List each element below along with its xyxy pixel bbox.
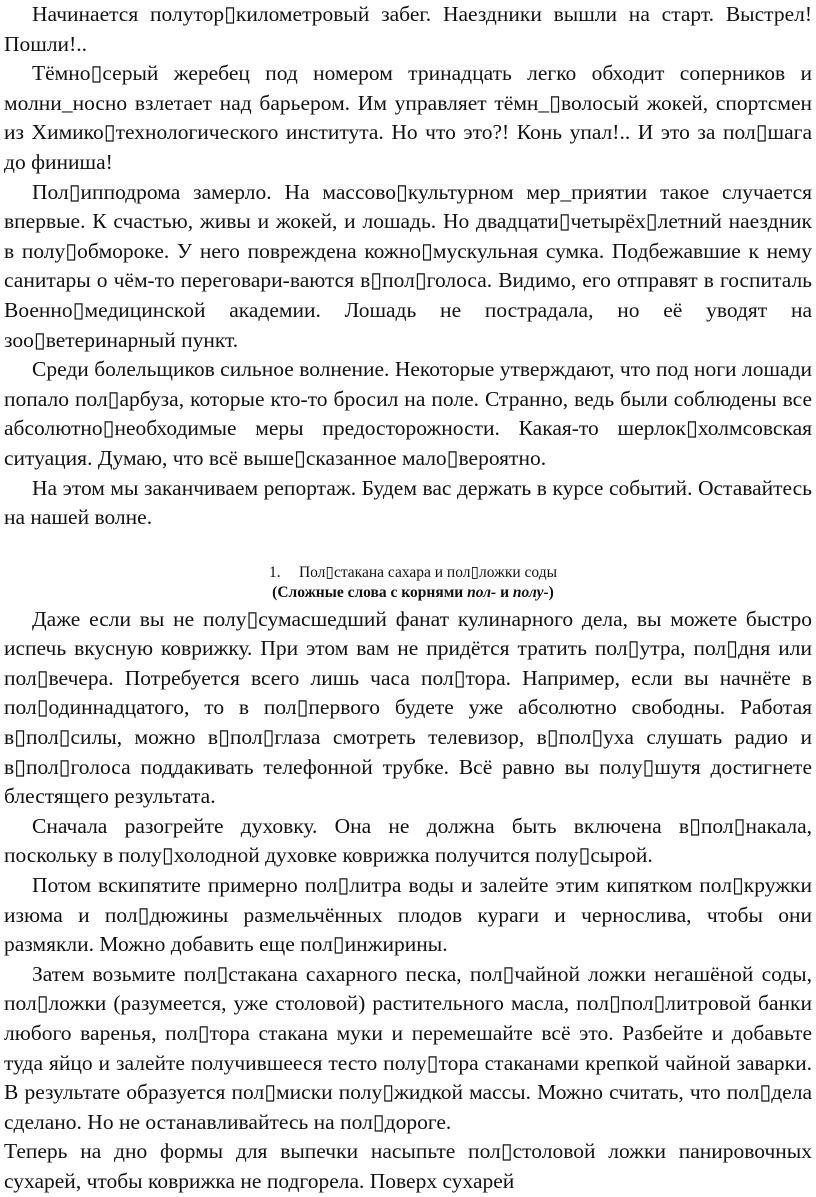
paragraph: Затем возьмите пол▯стакана сахарного песка, пол▯чайной ложки негашёной соды, пол▯ложки (разумеется, уже столовой) растительного масла, пол▯пол▯литровой банки любого варенья, пол▯тора стакана муки и перемешайте всё это. Разбейте и добавьте туда яйцо и залейте получившееся тесто полу▯тора стаканами крепкой чайной заварки. В результате образуется пол▯миски полу▯жидкой массы. Можно считать, что пол▯дела сделано. Но не останавливайтесь на пол▯дороге.	[4, 961, 812, 1134]
paragraph: Потом вскипятите примерно пол▯литра воды и залейте этим кипятком пол▯кружки изюма и пол▯дюжины размельчённых плодов кураги и чернослива, чтобы они размякли. Можно добавить еще пол▯инжирины.	[4, 873, 812, 957]
paragraph: Тёмно▯серый жеребец под номером тринадцать легко обходит соперников и молни_носно взлетает над барьером. Им управляет тёмн_▯волосый жокей, спортсмен из Химико▯технологического института. Но что это?! Конь упал!.. И это за пол▯шага до финиша!	[4, 61, 812, 174]
paragraph: Теперь на дно формы для выпечки насыпьте пол▯столовой ложки панировочных сухарей, чтобы коврижка не подгорела. Поверх сухарей	[4, 1139, 812, 1193]
section-title: Пол▯стакана сахара и пол▯ложки соды	[298, 563, 558, 581]
paragraph: Пол▯ипподрома замерло. На массово▯культурном мер_приятии такое случается впервые. К счастью, живы и жокей, и лошадь. Но двадцати▯четырёх▯летний наездник в полу▯обмороке. У него повреждена кожно▯мускульная сумка. Подбежавшие к нему санитары о чём-то переговари-ваются в▯пол▯голоса. Видимо, его отправят в госпиталь Военно▯медицинской академии. Лошадь не пострадала, но её уводят на зоо▯ветеринарный пункт.	[4, 179, 812, 352]
section-subtitle	[4, 583, 812, 603]
section-number: 1.	[268, 563, 281, 581]
subtitle-text: )	[548, 583, 554, 601]
paragraph: На этом мы заканчиваем репортаж. Будем вас держать в курсе событий. Оставайтесь на нашей волне.	[4, 475, 812, 530]
subtitle-text: (Сложные слова с корнями	[272, 583, 468, 601]
document-page	[4, 0, 812, 1197]
subtitle-root: полу-	[512, 583, 549, 601]
section-gap	[4, 533, 812, 563]
paragraph: Даже если вы не полу▯сумасшедший фанат кулинарного дела, вы можете быстро испечь вкусную коврижку. При этом вам не придётся тратить пол▯утра, пол▯дня или пол▯вечера. Потребуется всего лишь часа пол▯тора. Например, если вы начнёте в пол▯одиннадцатого, то в пол▯первого будете уже абсолютно свободны. Работая в▯пол▯силы, можно в▯пол▯глаза смотреть телевизор, в▯пол▯уха слушать радио и в▯пол▯голоса поддакивать телефонной трубке. Всё равно вы полу▯шутя достигнете блестящего результата.	[4, 606, 812, 809]
paragraph: Сначала разогрейте духовку. Она не должна быть включена в▯пол▯накала, поскольку в полу▯холодной духовке коврижка получится полу▯сырой.	[4, 813, 812, 868]
section-heading	[4, 563, 812, 583]
paragraph: Среди болельщиков сильное волнение. Некоторые утверждают, что под ноги лошади попало пол▯арбуза, которые кто-то бросил на поле. Странно, ведь были соблюдены все абсолютно▯необходимые меры предосторожности. Какая-то шерлок▯холмсовская ситуация. Думаю, что всё выше▯сказанное мало▯вероятно.	[4, 357, 812, 470]
subtitle-text: и	[496, 583, 513, 601]
subtitle-root: пол-	[467, 583, 497, 601]
paragraph: Начинается полутор▯километровый забег. Наездники вышли на старт. Выстрел! Пошли!..	[4, 2, 812, 56]
